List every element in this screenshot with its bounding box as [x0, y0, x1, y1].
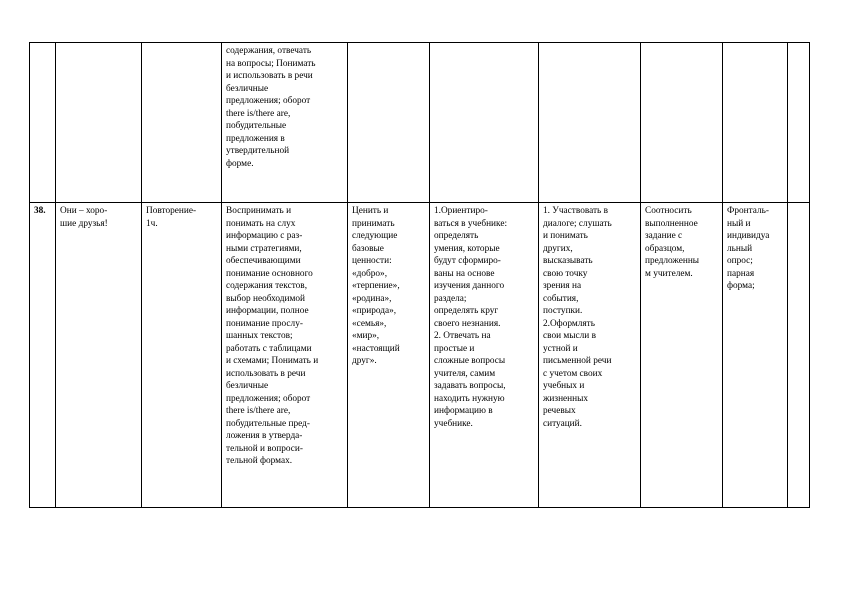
lesson-topic: Они – хоро- шие друзья!: [60, 206, 108, 229]
control-cell: [723, 43, 788, 203]
subject-content: содержания, отвечать на вопросы; Понимать и использовать в речи безличные предложения; оборот there is/there are, побудительные предложения в утвердительной форме.: [226, 46, 316, 169]
personal-cell: [348, 43, 430, 203]
lesson-topic-cell: [56, 203, 142, 508]
control-cell: [723, 203, 788, 508]
content-cell: [222, 203, 348, 508]
extra-cell: [788, 203, 810, 508]
extra-cell: [788, 43, 810, 203]
subject-content: Воспринимать и понимать на слух информацию с раз- ными стратегиями, обеспечивающими понимание основного содержания текстов, выбор необходимой информации, полное понимание прослу- шанных текстов; работать с таблицами и схемами; Понимать и использовать в речи безличные предложения; оборот there is/there are, побудительные пред- ложения в утвердa- тельной и вопроси- тельной формах.: [226, 206, 319, 466]
cognitive-cell: [641, 43, 723, 203]
lesson-type-cell: [142, 203, 222, 508]
table-row: [30, 203, 810, 508]
lesson-type: Повторение- 1ч.: [146, 206, 197, 229]
lesson-number-cell: [30, 203, 56, 508]
personal-results: Ценить и принимать следующие базовые ценности: «добро», «терпение», «родина», «природа», «семья», «мир», «настоящий друг».: [352, 206, 400, 366]
lesson-number-cell: [30, 43, 56, 203]
regulative-cell: [430, 203, 539, 508]
communicative-results: 1. Участвовать в диалоге; слушать и понимать других, высказывать свою точку зрения на события, поступки. 2.Оформлять свои мысли в устной и письменной речи с учетом своих учебных и жизненных речевых ситуаций.: [543, 206, 612, 429]
regulative-results: 1.Ориентиро- ваться в учебнике: определять умения, которые будут сформиро- ваны на основе изучения данного раздела; определять круг своего незнания. 2. Отвечать на простые и сложные вопросы учителя, самим задавать вопросы, находить нужную информацию в учебнике.: [434, 206, 508, 429]
regulative-cell: [430, 43, 539, 203]
table-row: [30, 43, 810, 203]
personal-cell: [348, 203, 430, 508]
lesson-plan-table: [29, 42, 810, 508]
control-form: Фронталь- ный и индивидуа льный опрос; парная форма;: [727, 206, 770, 291]
communicative-cell: [539, 43, 641, 203]
cognitive-results: Соотносить выполненное задание с образцом, предложенны м учителем.: [645, 206, 700, 279]
cognitive-cell: [641, 203, 723, 508]
lesson-topic-cell: [56, 43, 142, 203]
content-cell: [222, 43, 348, 203]
lesson-number: 38.: [34, 206, 46, 216]
lesson-type-cell: [142, 43, 222, 203]
communicative-cell: [539, 203, 641, 508]
